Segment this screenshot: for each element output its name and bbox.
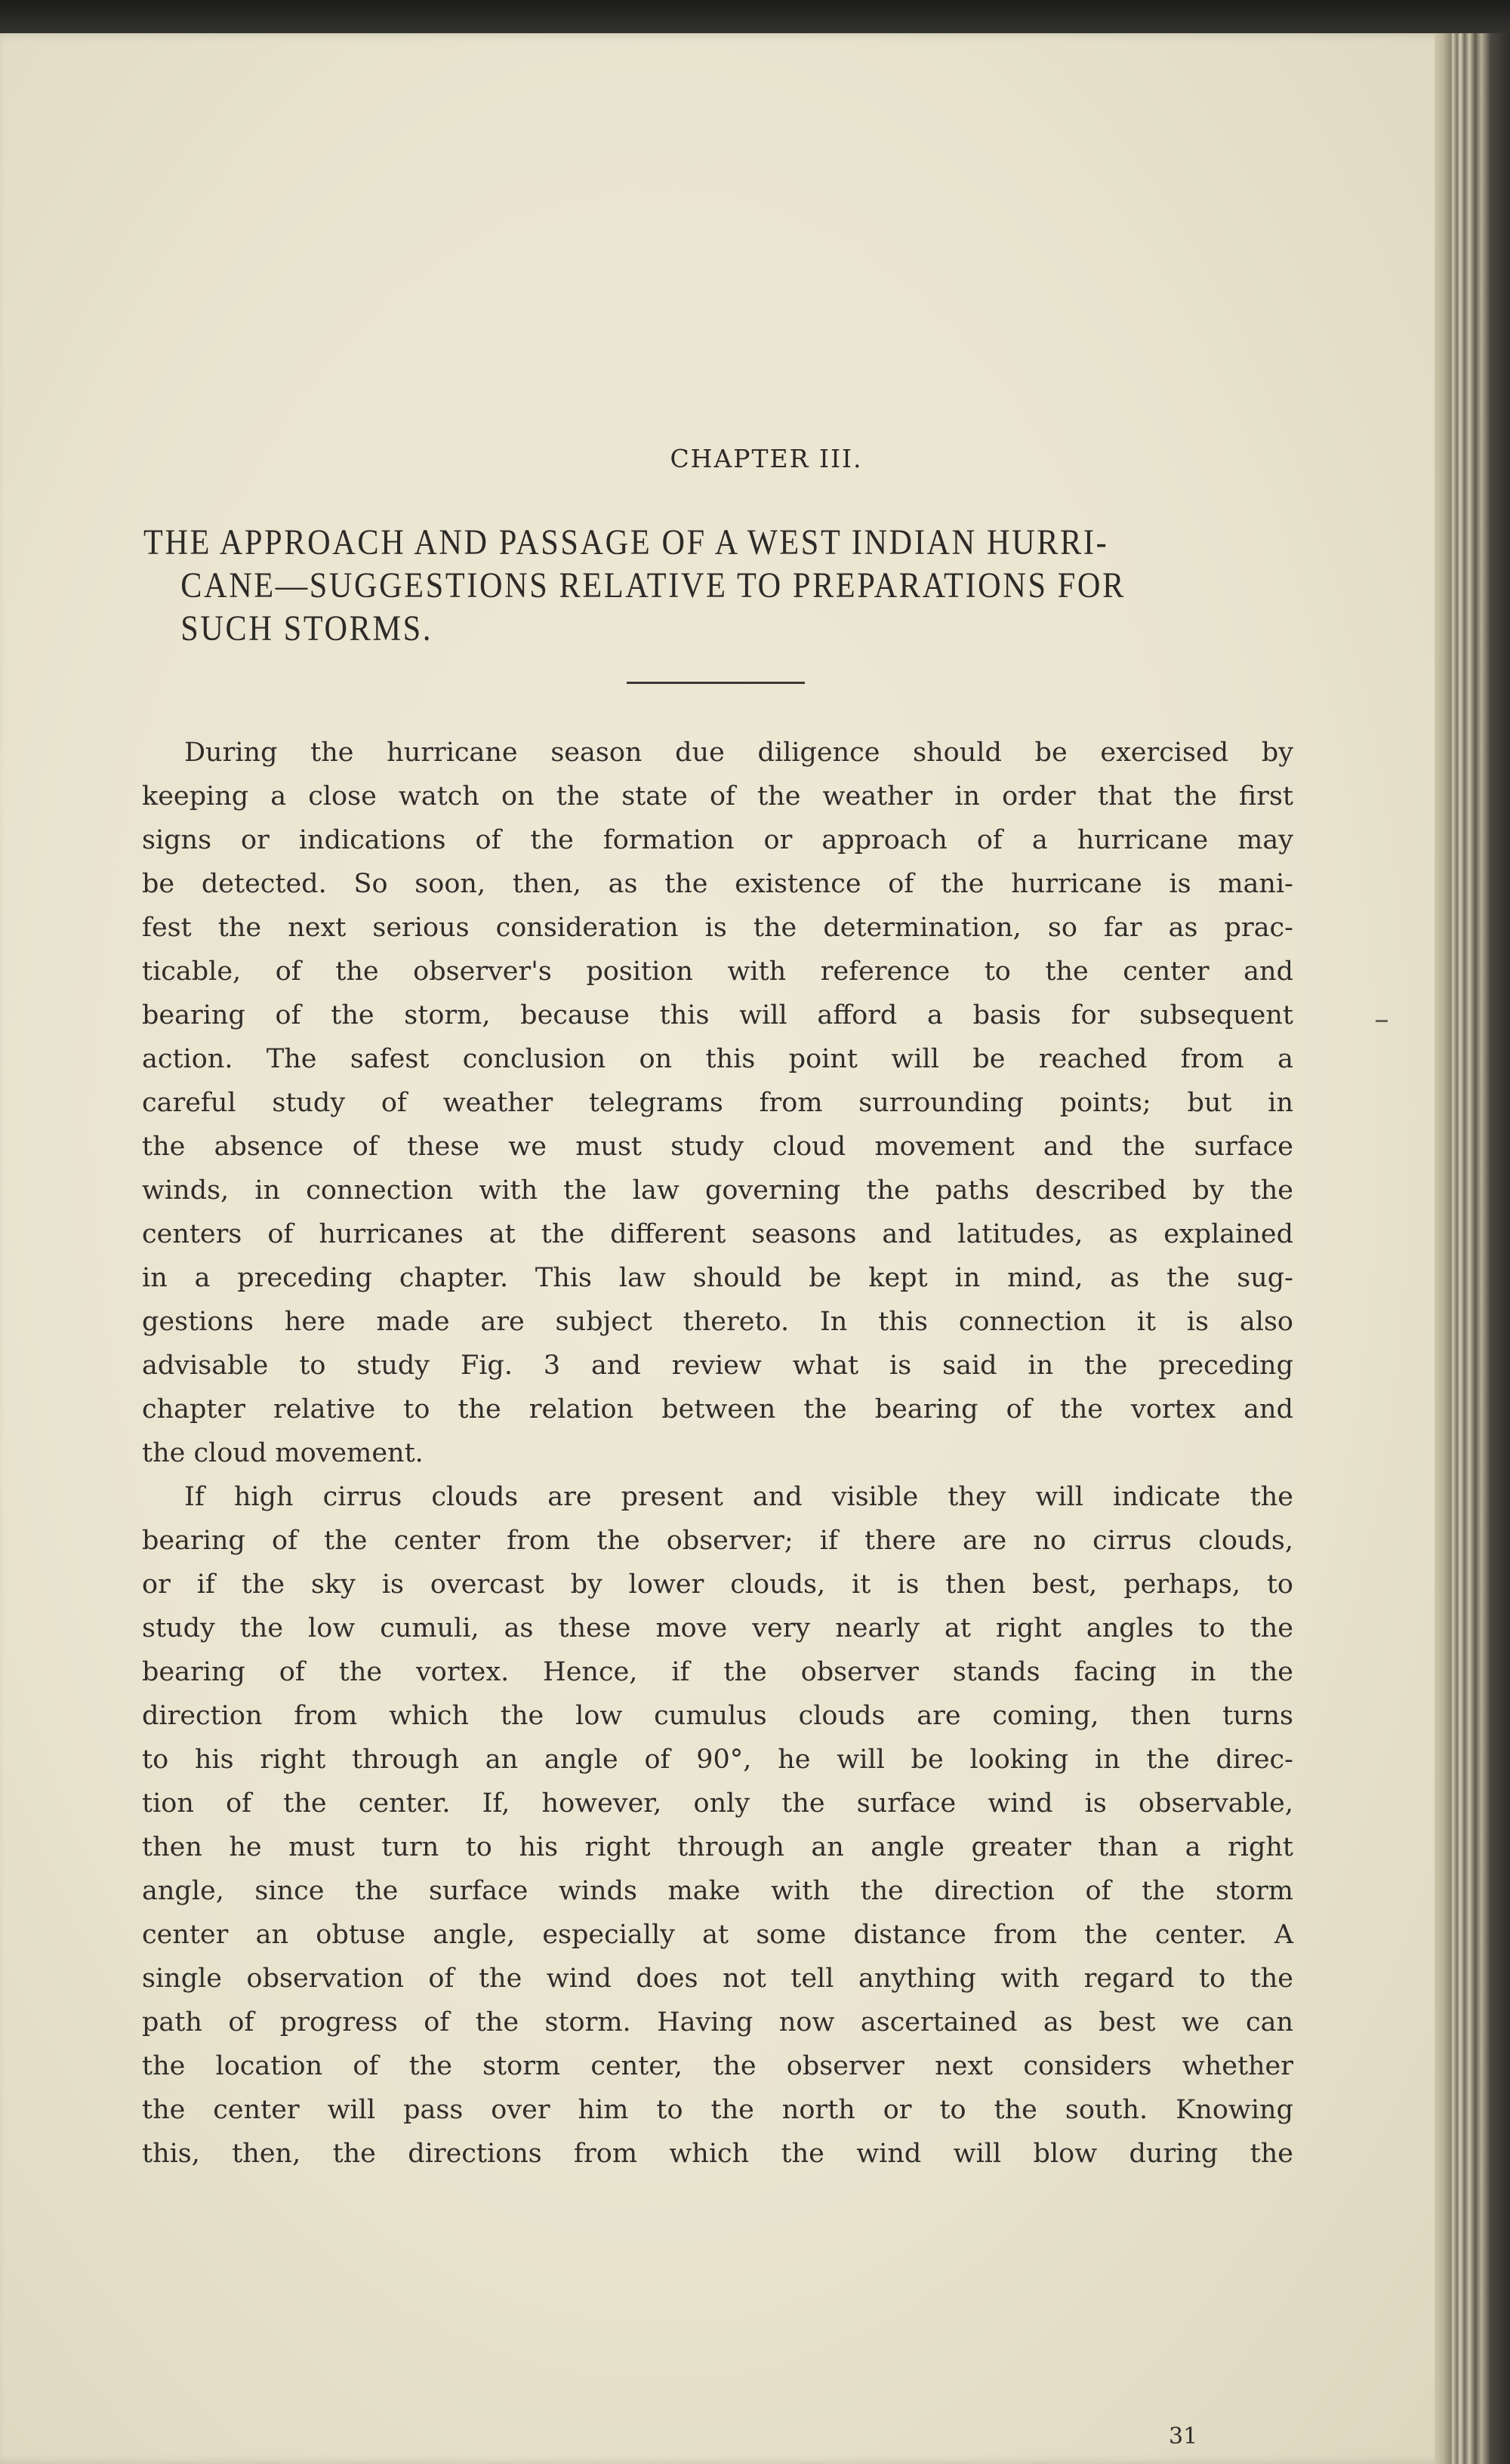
page-number: 31 <box>1169 2423 1198 2450</box>
text-line: the absence of these we must study cloud movement and the surface <box>142 1132 1293 1162</box>
text-line: be detected. So soon, then, as the existence of the hurricane is mani- <box>142 869 1293 899</box>
text-line: tion of the center. If, however, only the surface wind is observable, <box>142 1788 1293 1819</box>
chapter-title-line: THE APPROACH AND PASSAGE OF A WEST INDIAN HURRI- <box>143 522 1109 562</box>
margin-mark <box>1376 1020 1388 1022</box>
text-line: angle, since the surface winds make with the direction of the storm <box>142 1876 1293 1906</box>
chapter-title-line: SUCH STORMS. <box>180 608 433 648</box>
text-line: or if the sky is overcast by lower clouds, it is then best, perhaps, to <box>142 1569 1293 1600</box>
text-line: advisable to study Fig. 3 and review what is said in the preceding <box>142 1351 1293 1381</box>
text-line: keeping a close watch on the state of the weather in order that the first <box>142 781 1293 812</box>
chapter-label: CHAPTER III. <box>670 444 863 473</box>
text-line: the center will pass over him to the north or to the south. Knowing <box>142 2095 1293 2125</box>
text-line: then he must turn to his right through an angle greater than a right <box>142 1832 1293 1862</box>
text-line: path of progress of the storm. Having now ascertained as best we can <box>142 2007 1293 2037</box>
page-edge-gutter <box>1434 33 1510 2464</box>
text-line: fest the next serious consideration is the determination, so far as prac- <box>142 913 1293 943</box>
text-line: careful study of weather telegrams from surrounding points; but in <box>142 1088 1293 1118</box>
text-line: chapter relative to the relation between the bearing of the vortex and <box>142 1394 1293 1424</box>
title-divider-rule <box>627 682 805 684</box>
text-line: winds, in connection with the law governing the paths described by the <box>142 1175 1293 1206</box>
text-line: the cloud movement. <box>142 1438 424 1468</box>
text-line: ticable, of the observer's position with reference to the center and <box>142 956 1293 987</box>
text-line: center an obtuse angle, especially at some distance from the center. A <box>142 1920 1293 1950</box>
text-line: bearing of the vortex. Hence, if the observer stands facing in the <box>142 1657 1293 1687</box>
text-line: If high cirrus clouds are present and visible they will indicate the <box>184 1482 1293 1512</box>
text-line: study the low cumuli, as these move very nearly at right angles to the <box>142 1613 1293 1643</box>
text-line: signs or indications of the formation or approach of a hurricane may <box>142 825 1293 855</box>
body-text <box>142 731 1293 2176</box>
text-line: direction from which the low cumulus clouds are coming, then turns <box>142 1701 1293 1731</box>
text-line: the location of the storm center, the observer next considers whether <box>142 2051 1293 2081</box>
text-line: During the hurricane season due diligence should be exercised by <box>184 738 1293 768</box>
text-line: bearing of the center from the observer; if there are no cirrus clouds, <box>142 1526 1293 1556</box>
text-line: single observation of the wind does not tell anything with regard to the <box>142 1964 1293 1994</box>
text-line: action. The safest conclusion on this point will be reached from a <box>142 1044 1293 1074</box>
text-line: to his right through an angle of 90°, he will be looking in the direc- <box>142 1745 1293 1775</box>
text-line: in a preceding chapter. This law should be kept in mind, as the sug- <box>142 1263 1293 1293</box>
chapter-title-line: CANE—SUGGESTIONS RELATIVE TO PREPARATIONS FOR <box>180 565 1126 605</box>
text-line: gestions here made are subject thereto. In this connection it is also <box>142 1307 1293 1337</box>
text-line: bearing of the storm, because this will afford a basis for subsequent <box>142 1000 1293 1030</box>
text-line: this, then, the directions from which the wind will blow during the <box>142 2139 1293 2169</box>
text-line: centers of hurricanes at the different seasons and latitudes, as explained <box>142 1219 1293 1249</box>
chapter-title <box>143 521 1154 650</box>
